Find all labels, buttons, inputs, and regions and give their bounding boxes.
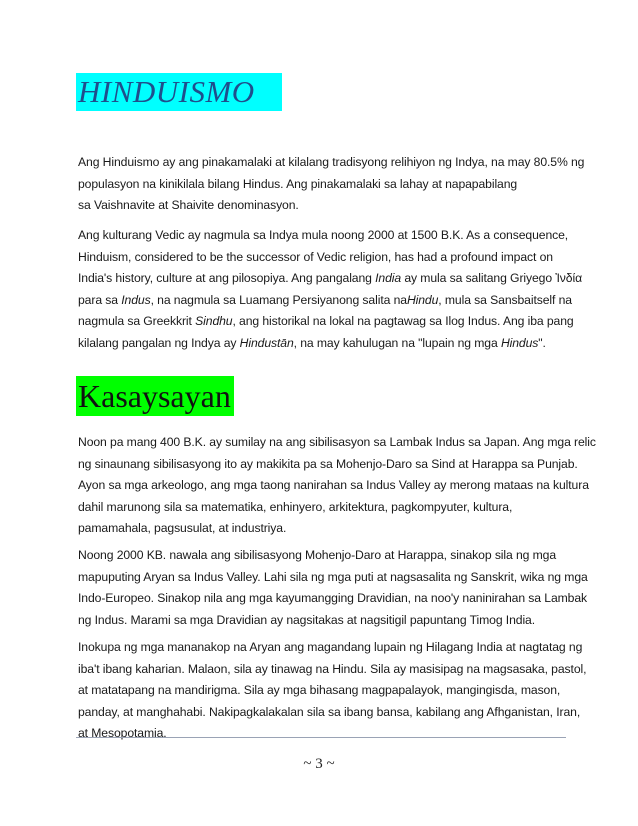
- text-line: Ayon sa mga arkeologo, ang mga taong nanirahan sa Indus Valley ay merong mataas na kultura: [78, 478, 589, 492]
- text-line: ng sinaunang sibilisasyong ito ay makikita pa sa Mohenjo-Daro sa Sind at Harappa sa Punjab.: [78, 456, 578, 471]
- text-line: sa Vaishnavite at Shaivite denominasyon.: [78, 198, 299, 212]
- text-run: kilalang pangalan ng Indya ay: [78, 335, 240, 350]
- text-line: pamamahala, pagsusulat, at industriya.: [78, 521, 287, 535]
- paragraph-indus-civilization: [78, 432, 596, 540]
- text-line: [78, 225, 568, 247]
- page-number: ~ 3 ~: [303, 756, 335, 772]
- text-line: mapuputing Aryan sa Indus Valley. Lahi sila ng mga puti at nagsasalita ng Sanskrit, wika ng mga: [78, 569, 588, 584]
- paragraph-intro: [78, 152, 585, 217]
- heading-hinduismo: HINDUISMO: [76, 73, 282, 111]
- italic-term: Hindus: [500, 335, 539, 350]
- italic-term: Hindustān: [239, 335, 294, 350]
- text-line: panday, at manghahabi. Nakipagkalakalan sila sa ibang bansa, kabilang ang Afhganistan, Iran,: [78, 704, 581, 719]
- text-line: Inokupa ng mga mananakop na Aryan ang magandang lupain ng Hilagang India at nagtatag ng: [78, 640, 583, 654]
- text-line: ng Indus. Marami sa mga Dravidian ay nagsitakas at nagsitigil papuntang Timog India.: [78, 612, 536, 627]
- text-run: ay mula sa salitang Griyego Ἰνδία: [401, 271, 583, 285]
- paragraph-aryan-conquest: [78, 545, 588, 631]
- italic-term: Hindu: [406, 292, 439, 307]
- text-line: at matatapang na mandirigma. Sila ay mga bihasang magpapalayok, mangingisda, mason,: [78, 683, 561, 697]
- text-run: , ang historikal na lokal na pagtawag sa Ilog Indus. Ang iba pang: [232, 314, 574, 328]
- text-line: [78, 247, 568, 269]
- text-run: Ang kulturang Vedic ay nagmula sa Indya mula noong 2000 at 1500 B.K. As a consequence,: [78, 228, 569, 242]
- paragraph-aryan-kingdoms: [78, 637, 587, 745]
- text-line: at Mesopotamia.: [78, 726, 167, 740]
- text-run: nagmula sa Greekkrit: [78, 314, 196, 328]
- italic-term: Indus: [121, 292, 151, 307]
- text-line: Noon pa mang 400 B.K. ay sumilay na ang sibilisasyon sa Lambak Indus sa Japan. Ang mga relic: [78, 435, 596, 449]
- text-run: , na may kahulugan na "lupain ng mga: [293, 335, 501, 350]
- text-line: iba't ibang kaharian. Malaon, sila ay tinawag na Hindu. Sila ay masisipag na magsasaka, pastol,: [78, 661, 587, 676]
- text-run: Hinduism, considered to be the successor of Vedic religion, has had a profound impact on: [78, 249, 553, 264]
- italic-term: India: [375, 271, 402, 285]
- footer-divider: [76, 737, 566, 738]
- text-run: India's history, culture at ang pilosopiya. Ang pangalang: [78, 271, 376, 285]
- text-line: Ang Hinduismo ay ang pinakamalaki at kilalang tradisyong relihiyon ng Indya, na may 80.5% ng: [78, 155, 585, 169]
- text-run: , mula sa Sansbaitself na: [438, 292, 572, 307]
- text-line: [78, 290, 572, 312]
- italic-term: Sindhu: [195, 314, 233, 328]
- text-line: populasyon na kinikilala bilang Hindus. Ang pinakamalaki sa lahay at napapabilang: [78, 176, 518, 191]
- text-run: ".: [538, 335, 546, 350]
- text-line: Indo-Europeo. Sinakop nila ang mga kayumangging Dravidian, na noo'y naninirahan sa Lambak: [78, 591, 588, 605]
- text-line: dahil marunong sila sa matematika, enhinyero, arkitektura, pagkompyuter, kultura,: [78, 499, 513, 514]
- heading-kasaysayan: Kasaysayan: [76, 376, 234, 416]
- paragraph-vedic-culture: [78, 225, 583, 354]
- text-run: para sa: [78, 292, 122, 307]
- text-line: [78, 311, 574, 333]
- text-run: , na nagmula sa Luamang Persiyanong salita na: [150, 292, 407, 307]
- text-line: Noong 2000 KB. nawala ang sibilisasyong Mohenjo-Daro at Harappa, sinakop sila ng mga: [78, 548, 557, 562]
- text-line: [78, 333, 568, 355]
- text-line: [78, 268, 583, 290]
